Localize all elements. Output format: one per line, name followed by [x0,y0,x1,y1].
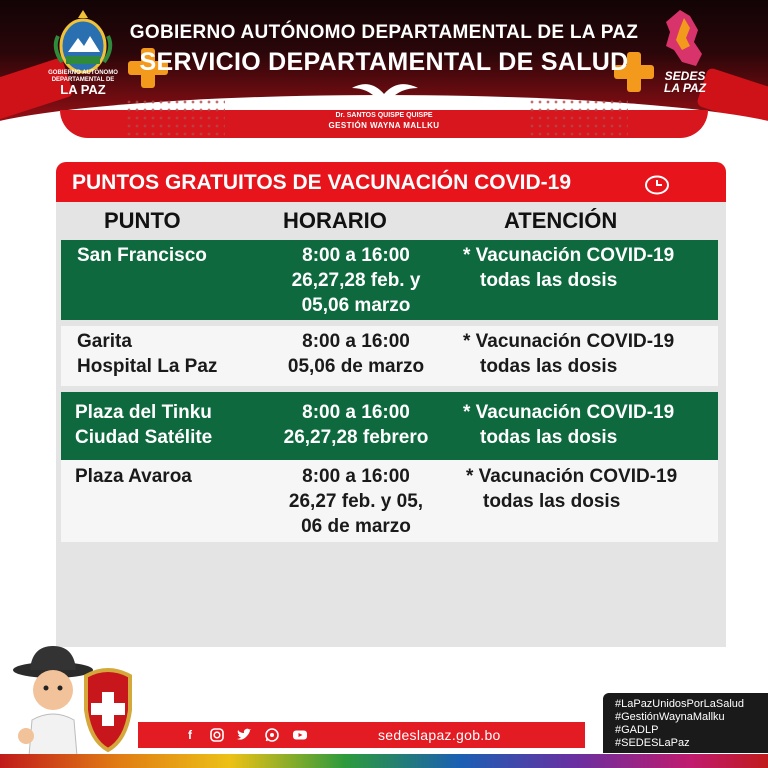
left-logo-paz: LA PAZ [60,82,106,97]
row-atencion [463,329,674,379]
condor-icon [350,78,420,108]
punto-line: San Francisco [77,245,207,266]
atencion-line: todas las dosis [480,427,618,448]
hashtag: #LaPazUnidosPorLaSalud [615,698,745,710]
punto-line: Plaza Avaroa [75,466,192,487]
horario-line: 05,06 marzo [301,295,411,316]
sedes-map-logo [660,8,710,68]
horario-line: 8:00 a 16:00 [302,402,410,423]
punto-line: Garita [77,331,132,352]
atencion-line: todas las dosis [483,491,621,512]
atencion-line: * Vacunación COVID-19 [463,245,675,266]
hashtag: #GestiónWaynaMallku [615,711,725,723]
atencion-line: * Vacunación COVID-19 [466,466,678,487]
sedes-logo-text [650,70,720,94]
gestion-label: GESTIÓN WAYNA MALLKU [328,121,440,130]
row-horario [266,400,446,450]
header-banner [0,0,768,150]
facebook-icon[interactable]: f [188,728,192,742]
left-logo-text: GOBIERNO AUTÓNOMO DEPARTAMENTAL DE [48,70,118,83]
punto-line: Ciudad Satélite [75,427,213,448]
website-link[interactable]: sedeslapaz.gob.bo [378,727,501,743]
horario-line: 26,27 feb. y 05, [288,491,424,512]
sedes-logo-line2: LA PAZ [664,81,706,95]
row-horario [266,464,446,539]
row-atencion [463,400,674,450]
horario-line: 26,27,28 feb. y [291,270,421,291]
instagram-icon[interactable] [209,727,225,743]
punto-line: Plaza del Tinku [75,402,212,423]
hashtag: #SEDESLaPaz [615,737,690,749]
hashtag-box [603,693,768,753]
column-header-atencion: ATENCIÓN [504,208,618,233]
official-name: Dr. SANTOS QUISPE QUISPE [335,112,433,119]
row-punto [75,464,192,489]
table-row [61,240,718,320]
atencion-line: todas las dosis [480,356,618,377]
header-title-gobierno: GOBIERNO AUTÓNOMO DEPARTAMENTAL DE LA PAZ [129,22,639,43]
atencion-line: * Vacunación COVID-19 [463,331,675,352]
column-header-punto: PUNTO [104,208,181,233]
atencion-line: todas las dosis [480,270,618,291]
horario-line: 8:00 a 16:00 [302,245,410,266]
row-punto [75,400,212,450]
row-atencion [466,464,677,514]
table-row [61,460,718,542]
punto-line: Hospital La Paz [77,356,218,377]
doctor-mascot-illustration [8,640,148,768]
whatsapp-icon[interactable] [264,727,280,743]
horario-line: 06 de marzo [301,516,411,537]
youtube-icon[interactable] [292,727,308,743]
twitter-icon[interactable] [236,727,252,743]
horario-line: 8:00 a 16:00 [302,331,410,352]
row-punto [77,329,217,379]
horario-line: 8:00 a 16:00 [302,466,410,487]
row-horario [266,243,446,318]
rainbow-wiphala-strip [0,754,768,768]
row-horario [266,329,446,379]
horario-line: 26,27,28 febrero [283,427,429,448]
atencion-line: * Vacunación COVID-19 [463,402,675,423]
column-header-horario: HORARIO [283,208,387,233]
table-row [61,326,718,386]
table-row [61,392,718,460]
row-atencion [463,243,674,293]
clock-icon [644,175,670,195]
horario-line: 05,06 de marzo [287,356,425,377]
row-punto [77,243,207,268]
footer-social-bar [138,722,585,748]
sedes-logo-line1: SEDES [664,69,706,83]
card-title: PUNTOS GRATUITOS DE VACUNACIÓN COVID-19 [72,171,571,194]
hashtag: #GADLP [615,724,659,736]
header-title-servicio: SERVICIO DEPARTAMENTAL DE SALUD [139,48,629,76]
